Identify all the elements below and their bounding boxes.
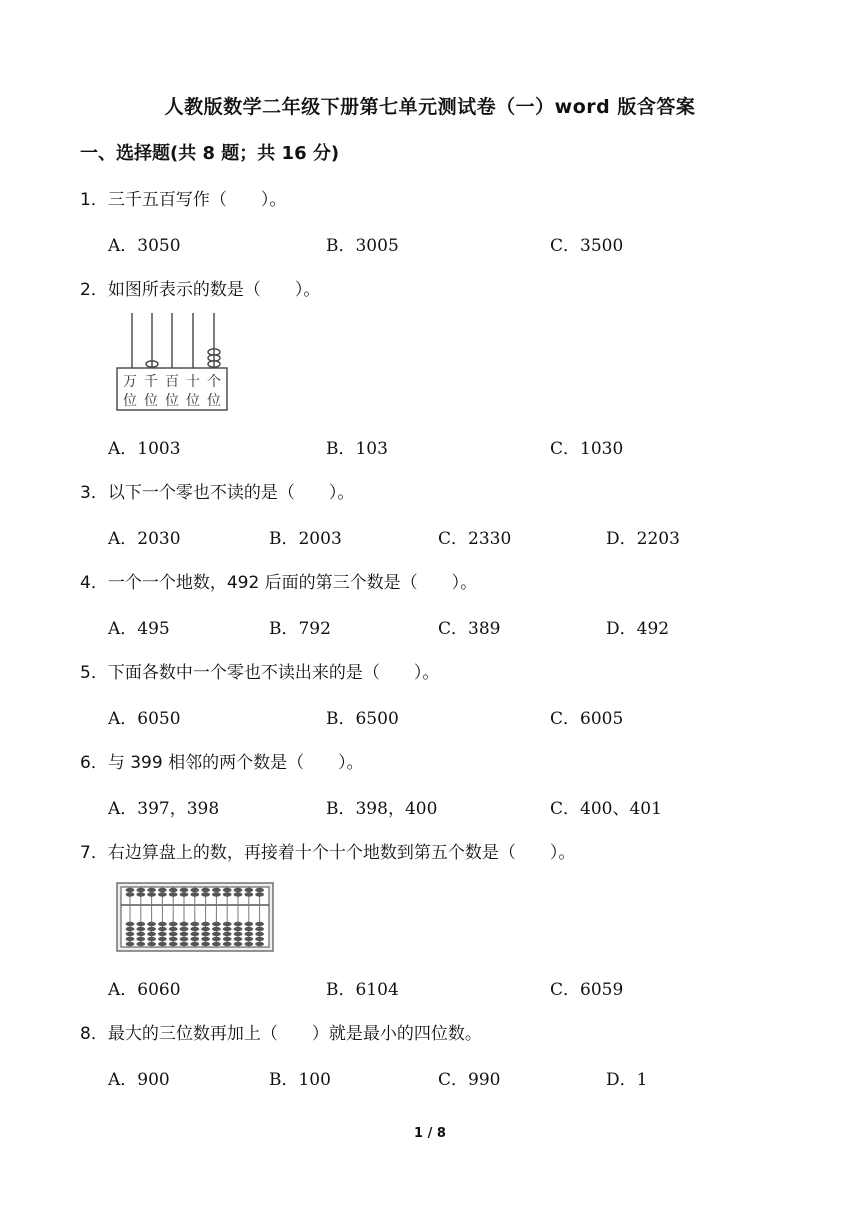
abacus-label-wei-3: 位 [165, 393, 179, 409]
suanpan-bead [180, 937, 189, 941]
question-7: 7．右边算盘上的数，再接着十个十个地数到第五个数是（ ）。 [80, 843, 576, 863]
section-heading: 一、选择题(共 8 题；共 16 分) [80, 143, 340, 164]
suanpan-bead [136, 942, 145, 946]
suanpan-bead [136, 937, 145, 941]
suanpan-bead [201, 892, 210, 896]
suanpan-bead [147, 888, 156, 892]
q8-option-c: C．990 [438, 1070, 501, 1090]
q8-option-a: A．900 [108, 1070, 170, 1090]
suanpan-bead [180, 922, 189, 926]
suanpan-bead [255, 942, 264, 946]
q7-option-b: B．6104 [326, 980, 399, 1000]
suanpan-bead [255, 922, 264, 926]
q4-option-a: A．495 [108, 619, 170, 639]
counting-rod-abacus-figure [112, 308, 232, 414]
q1-option-c: C．3500 [550, 236, 624, 256]
suanpan-bead [126, 922, 135, 926]
suanpan-bead [244, 927, 253, 931]
suanpan-bead [201, 927, 210, 931]
suanpan-bead [255, 927, 264, 931]
suanpan-bead [234, 927, 243, 931]
suanpan-bead [212, 942, 221, 946]
q4-option-c: C．389 [438, 619, 501, 639]
suanpan-bead [169, 937, 178, 941]
suanpan-bead [190, 888, 199, 892]
suanpan-bead [212, 932, 221, 936]
suanpan-abacus-figure [116, 882, 274, 952]
suanpan-bead [190, 932, 199, 936]
q5-option-c: C．6005 [550, 709, 624, 729]
suanpan-bead [169, 927, 178, 931]
suanpan-bead [223, 927, 232, 931]
suanpan-bead [126, 932, 135, 936]
suanpan-bead [234, 892, 243, 896]
abacus-label-wan: 万 [123, 374, 137, 390]
q3-option-a: A．2030 [108, 529, 181, 549]
suanpan-bead [136, 892, 145, 896]
suanpan-bead [126, 892, 135, 896]
question-1: 1．三千五百写作（ ）。 [80, 190, 287, 210]
suanpan-bead [147, 937, 156, 941]
abacus-label-wei-5: 位 [207, 393, 221, 409]
question-8: 8．最大的三位数再加上（ ）就是最小的四位数。 [80, 1024, 482, 1044]
suanpan-bead [147, 942, 156, 946]
suanpan-bead [136, 932, 145, 936]
q4-option-d: D．492 [606, 619, 670, 639]
suanpan-bead [244, 937, 253, 941]
suanpan-bead [180, 927, 189, 931]
suanpan-bead [223, 932, 232, 936]
suanpan-bead [212, 922, 221, 926]
suanpan-bead [201, 942, 210, 946]
suanpan-bead [126, 942, 135, 946]
suanpan-bead [180, 932, 189, 936]
abacus-label-wei-2: 位 [144, 393, 158, 409]
suanpan-bead [147, 932, 156, 936]
suanpan-bead [234, 922, 243, 926]
q5-option-b: B．6500 [326, 709, 399, 729]
suanpan-bead [180, 892, 189, 896]
suanpan-bead [158, 937, 167, 941]
q1-option-b: B．3005 [326, 236, 399, 256]
suanpan-bead [126, 888, 135, 892]
q4-option-b: B．792 [269, 619, 331, 639]
suanpan-bead [147, 922, 156, 926]
suanpan-bead [126, 937, 135, 941]
q6-option-c: C．400、401 [550, 799, 662, 819]
suanpan-bead [201, 932, 210, 936]
q8-option-d: D．1 [606, 1070, 648, 1090]
suanpan-bead [158, 927, 167, 931]
document-title: 人教版数学二年级下册第七单元测试卷（一）word 版含答案 [164, 96, 696, 118]
suanpan-bead [136, 922, 145, 926]
suanpan-bead [169, 922, 178, 926]
suanpan-bead [244, 922, 253, 926]
suanpan-bead [158, 892, 167, 896]
q2-option-c: C．1030 [550, 439, 624, 459]
question-5: 5．下面各数中一个零也不读出来的是（ ）。 [80, 663, 440, 683]
suanpan-bead [201, 888, 210, 892]
suanpan-bead [169, 942, 178, 946]
suanpan-bead [201, 937, 210, 941]
suanpan-bead [212, 927, 221, 931]
q7-option-c: C．6059 [550, 980, 624, 1000]
suanpan-bead [201, 922, 210, 926]
suanpan-bead [180, 888, 189, 892]
suanpan-bead [244, 932, 253, 936]
suanpan-bead [255, 892, 264, 896]
suanpan-bead [212, 892, 221, 896]
suanpan-bead [244, 888, 253, 892]
suanpan-bead [136, 927, 145, 931]
abacus-label-ge: 个 [207, 374, 221, 390]
q7-option-a: A．6060 [108, 980, 181, 1000]
suanpan-bead [147, 892, 156, 896]
suanpan-bead [158, 888, 167, 892]
suanpan-bead [223, 942, 232, 946]
suanpan-bead [255, 937, 264, 941]
suanpan-bead [169, 932, 178, 936]
suanpan-bead [147, 927, 156, 931]
q6-option-a: A．397，398 [108, 799, 220, 819]
suanpan-bead [223, 892, 232, 896]
abacus-label-shi: 十 [186, 374, 200, 390]
suanpan-bead [158, 932, 167, 936]
question-3: 3．以下一个零也不读的是（ ）。 [80, 483, 355, 503]
q2-option-b: B．103 [326, 439, 388, 459]
suanpan-bead [190, 892, 199, 896]
q3-option-c: C．2330 [438, 529, 512, 549]
q2-option-a: A．1003 [108, 439, 181, 459]
q3-option-d: D．2203 [606, 529, 680, 549]
abacus-label-wei-4: 位 [186, 393, 200, 409]
suanpan-bead [223, 888, 232, 892]
suanpan-bead [136, 888, 145, 892]
suanpan-bead [190, 937, 199, 941]
q5-option-a: A．6050 [108, 709, 181, 729]
question-6: 6．与 399 相邻的两个数是（ ）。 [80, 753, 364, 773]
abacus-label-qian: 千 [144, 374, 158, 390]
suanpan-bead [223, 937, 232, 941]
question-4: 4．一个一个地数，492 后面的第三个数是（ ）。 [80, 573, 478, 593]
suanpan-bead [158, 942, 167, 946]
suanpan-bead [158, 922, 167, 926]
suanpan-bead [244, 892, 253, 896]
q3-option-b: B．2003 [269, 529, 342, 549]
suanpan-bead [126, 927, 135, 931]
suanpan-bead [180, 942, 189, 946]
suanpan-bead [234, 937, 243, 941]
q6-option-b: B．398，400 [326, 799, 438, 819]
suanpan-bead [234, 932, 243, 936]
suanpan-bead [234, 888, 243, 892]
suanpan-bead [255, 932, 264, 936]
abacus-label-wei-1: 位 [123, 393, 137, 409]
suanpan-bead [212, 888, 221, 892]
question-2: 2．如图所表示的数是（ ）。 [80, 280, 321, 300]
suanpan-bead [190, 942, 199, 946]
suanpan-bead [255, 888, 264, 892]
suanpan-bead [223, 922, 232, 926]
suanpan-bead [169, 892, 178, 896]
suanpan-bead [190, 927, 199, 931]
suanpan-bead [212, 937, 221, 941]
page-number: 1 / 8 [414, 1126, 446, 1141]
q1-option-a: A．3050 [108, 236, 181, 256]
suanpan-bead [169, 888, 178, 892]
suanpan-bead [190, 922, 199, 926]
suanpan-bead [244, 942, 253, 946]
abacus-label-bai: 百 [165, 374, 179, 390]
suanpan-bead [234, 942, 243, 946]
q8-option-b: B．100 [269, 1070, 331, 1090]
